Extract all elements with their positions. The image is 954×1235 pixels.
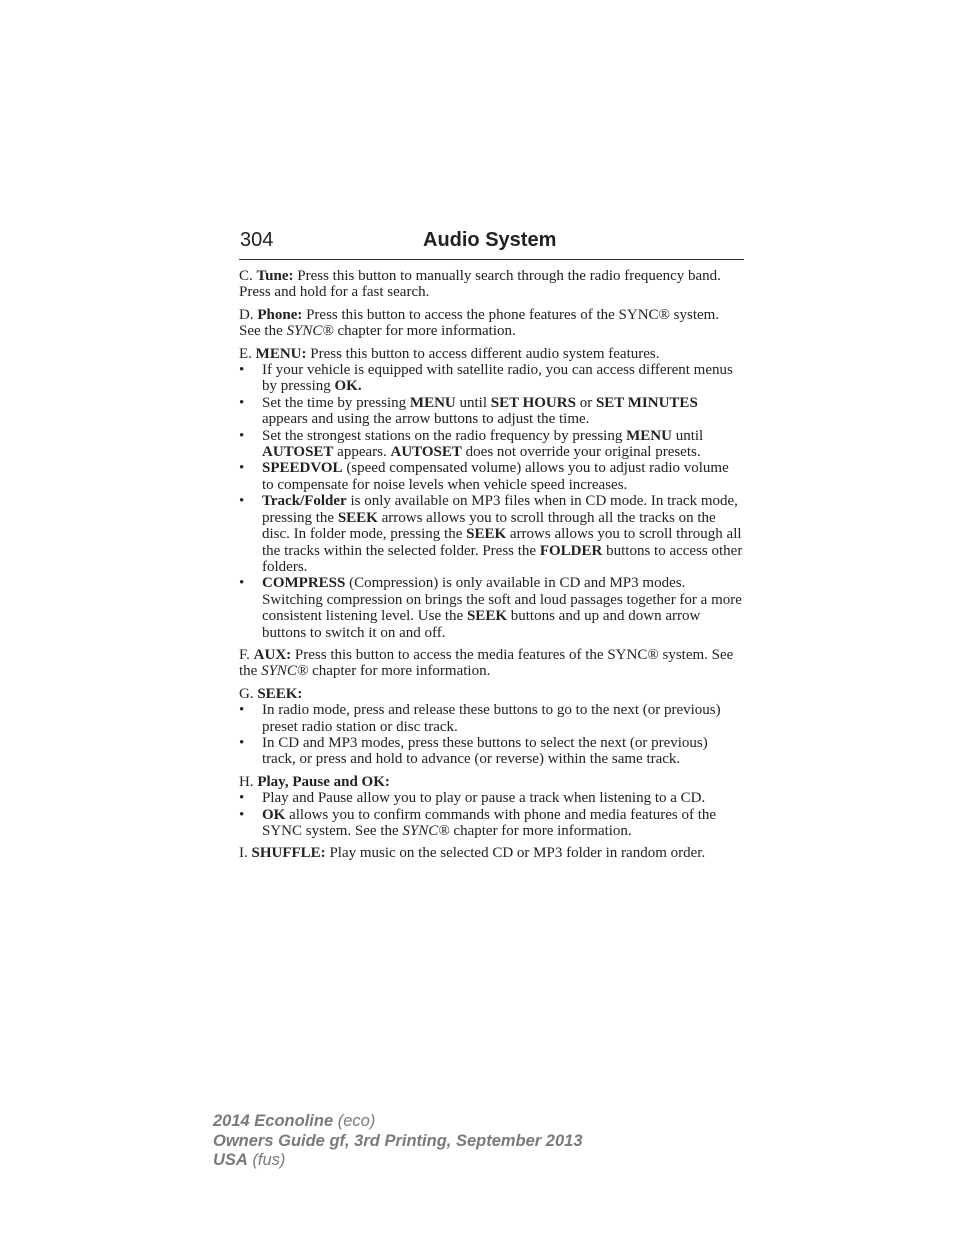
bullet: • [239,702,245,719]
list-item: • OK allows you to confirm commands with phone and media features of the SYNC system. See the SYNC® chapter for more information. [239,806,717,839]
bullet: • [239,362,245,379]
sync-reference: SYNC® [286,323,334,340]
list-item: • If your vehicle is equipped with satellite radio, you can access different menus by pressing OK. [239,362,733,395]
term-phone: Phone: [257,306,303,323]
bullet: • [239,806,245,823]
item-d-phone: D. Phone: Press this button to access the phone features of the SYNC® system. See the SYNC® chapter for more information. [239,306,720,340]
term-aux: AUX: [253,646,292,663]
list-item: • SPEEDVOL (speed compensated volume) allows you to adjust radio volume to compensate for noise levels when vehicle speed increases. [239,460,729,493]
page-number: 304 [240,229,274,251]
term-tune: Tune: [256,268,294,284]
item-g-seek: G. SEEK: [239,685,303,702]
item-e-menu: E. MENU: Press this button to access different audio system features. [239,345,660,362]
bullet: • [239,575,245,592]
term-shuffle: SHUFFLE: [251,845,326,862]
sync-reference: SYNC® [402,823,450,839]
term-menu: MENU: [255,345,307,362]
item-h-play-pause-ok: H. Play, Pause and OK: [239,773,390,790]
bullet: • [239,790,245,807]
footer-region: USA (fus) [213,1151,286,1169]
play-pause-list [239,790,744,839]
list-item: • Track/Folder is only available on MP3 files when in CD mode. In track mode, pressing the SEEK arrows allows you to scroll through all the tracks on the disc. In folder mode, pressing the SEEK arrows allows you to scroll through all the tracks within the selected folder. Press the FOLDER buttons to access other folders. [239,493,743,575]
term-play-pause-ok: Play, Pause and OK: [257,773,390,790]
term-seek: SEEK: [257,685,303,702]
page-content [239,268,744,868]
item-c-tune: C. Tune: Press this button to manually search through the radio frequency band. Press and hold for a fast search. [239,268,721,301]
list-item: • Play and Pause allow you to play or pause a track when listening to a CD. [239,790,706,807]
bullet: • [239,427,245,444]
section-title: Audio System [423,229,557,251]
item-i-shuffle: I. SHUFFLE: Play music on the selected CD or MP3 folder in random order. [239,845,706,862]
seek-list [239,702,744,768]
bullet: • [239,394,245,411]
item-f-aux: F. AUX: Press this button to access the media features of the SYNC® system. See the SYNC® chapter for more information. [239,646,734,680]
footer-printing: Owners Guide gf, 3rd Printing, September 2013 [213,1131,583,1150]
bullet: • [239,493,245,510]
page-footer [213,1112,583,1171]
menu-feature-list [239,362,744,641]
bullet: • [239,734,245,751]
footer-model: 2014 Econoline (eco) [213,1112,376,1130]
list-item: • In radio mode, press and release these buttons to go to the next (or previous) preset radio station or disc track. [239,702,721,735]
list-item: • In CD and MP3 modes, press these buttons to select the next (or previous) track, or press and hold to advance (or reverse) within the same track. [239,734,708,768]
page-header [239,228,744,260]
list-item: • Set the time by pressing MENU until SET HOURS or SET MINUTES appears and using the arrow buttons to adjust the time. [239,394,698,428]
bullet: • [239,460,245,477]
sync-reference: SYNC® [261,663,309,680]
list-item: • Set the strongest stations on the radio frequency by pressing MENU until AUTOSET appears. AUTOSET does not override your original presets. [239,427,704,461]
list-item: • COMPRESS (Compression) is only available in CD and MP3 modes. Switching compression on brings the soft and loud passages together for a more consistent listening level. Use the SEEK buttons and up and down arrow buttons to switch it on and off. [239,575,742,641]
